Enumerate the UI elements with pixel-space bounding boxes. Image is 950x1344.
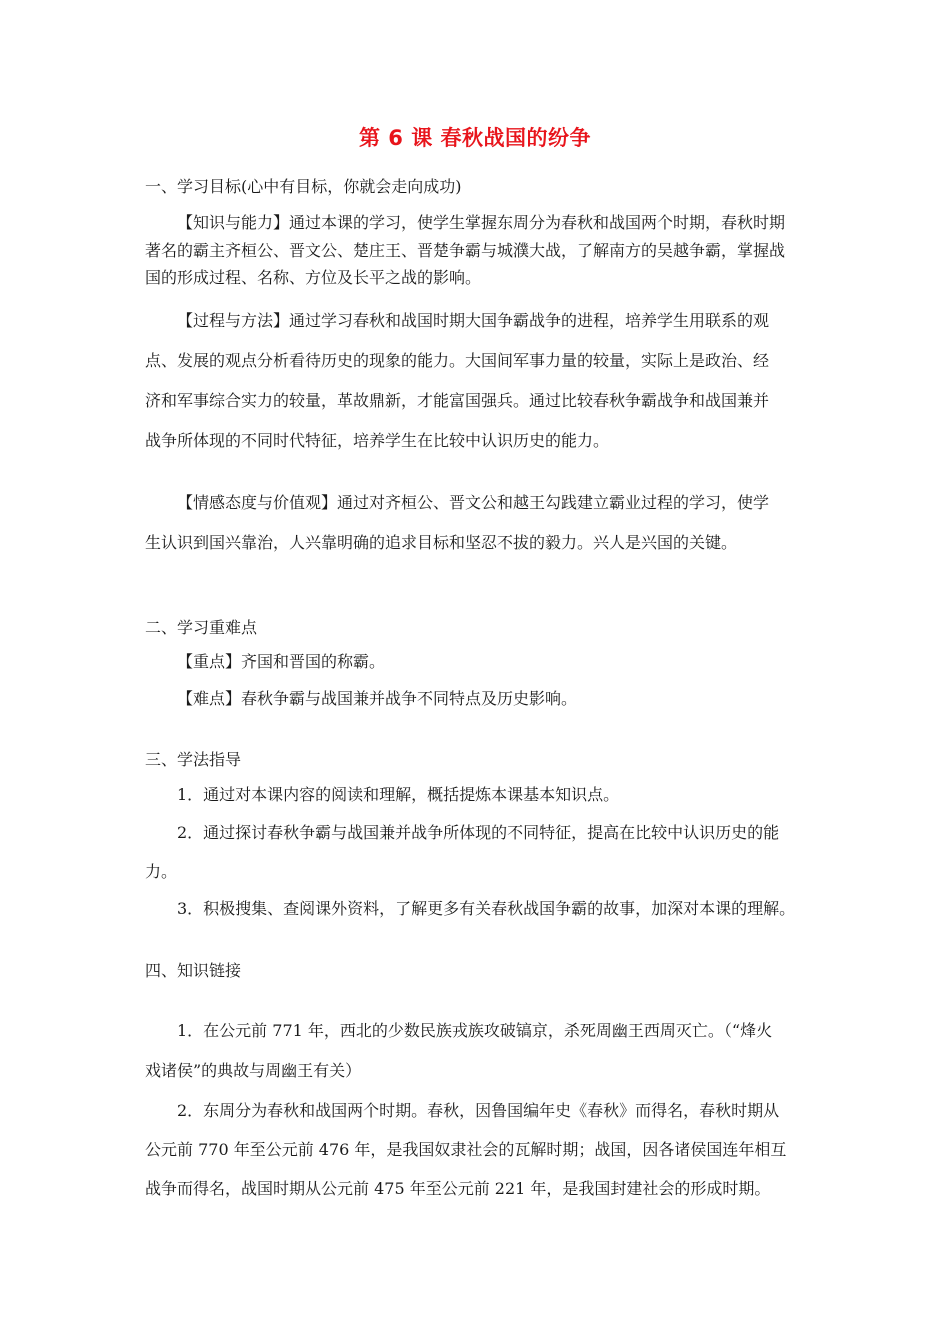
section2-heading: 二、学习重难点	[145, 618, 258, 637]
section3-heading: 三、学法指导	[145, 750, 242, 769]
method-item-3: 3．积极搜集、查阅课外资料，了解更多有关春秋战国争霸的故事，加深对本课的理解。	[177, 899, 796, 918]
page-title: 第 6 课 春秋战国的纷争	[358, 126, 592, 150]
link-item-1b: 戏诸侯”的典故与周幽王有关）	[145, 1061, 362, 1080]
key-point: 【重点】齐国和晋国的称霸。	[177, 652, 386, 671]
section4-heading: 四、知识链接	[145, 961, 242, 980]
emotion-line-2: 生认识到国兴靠治，人兴靠明确的追求目标和坚忍不拔的毅力。兴人是兴国的关键。	[145, 533, 738, 552]
process-line-4: 战争所体现的不同时代特征，培养学生在比较中认识历史的能力。	[145, 431, 610, 450]
process-line-2: 点、发展的观点分析看待历史的现象的能力。大国间军事力量的较量，实际上是政治、经	[145, 351, 770, 370]
method-item-2b: 力。	[145, 862, 178, 881]
knowledge-line-3: 国的形成过程、名称、方位及长平之战的影响。	[145, 268, 482, 287]
process-line-1: 【过程与方法】通过学习春秋和战国时期大国争霸战争的进程，培养学生用联系的观	[177, 311, 770, 330]
method-item-1: 1．通过对本课内容的阅读和理解，概括提炼本课基本知识点。	[177, 785, 620, 804]
link-item-1a: 1．在公元前 771 年，西北的少数民族戎族攻破镐京，杀死周幽王西周灭亡。（“烽火	[177, 1021, 773, 1040]
section1-heading: 一、学习目标(心中有目标，你就会走向成功)	[145, 177, 462, 196]
difficult-point: 【难点】春秋争霸与战国兼并战争不同特点及历史影响。	[177, 689, 578, 708]
link-item-2c: 战争而得名，战国时期从公元前 475 年至公元前 221 年，是我国封建社会的形成时期。	[145, 1179, 771, 1198]
emotion-line-1: 【情感态度与价值观】通过对齐桓公、晋文公和越王勾践建立霸业过程的学习，使学	[177, 493, 770, 512]
process-line-3: 济和军事综合实力的较量，革故鼎新，才能富国强兵。通过比较春秋争霸战争和战国兼并	[145, 391, 770, 410]
knowledge-line-1: 【知识与能力】通过本课的学习，使学生掌握东周分为春秋和战国两个时期，春秋时期	[177, 213, 786, 232]
link-item-2a: 2．东周分为春秋和战国两个时期。春秋，因鲁国编年史《春秋》而得名，春秋时期从	[177, 1101, 780, 1120]
knowledge-line-2: 著名的霸主齐桓公、晋文公、楚庄王、晋楚争霸与城濮大战，了解南方的吴越争霸，掌握战	[145, 241, 786, 260]
link-item-2b: 公元前 770 年至公元前 476 年，是我国奴隶社会的瓦解时期；战国，因各诸侯国连年相互	[145, 1140, 787, 1159]
method-item-2a: 2．通过探讨春秋争霸与战国兼并战争所体现的不同特征，提高在比较中认识历史的能	[177, 823, 780, 842]
